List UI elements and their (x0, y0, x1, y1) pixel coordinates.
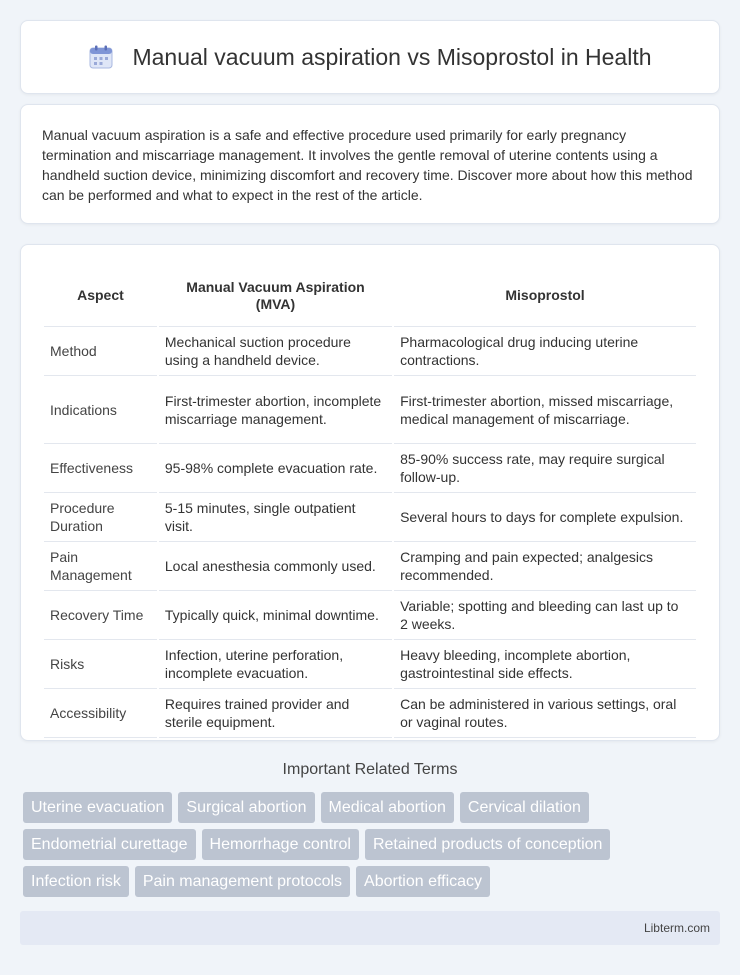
calendar-icon (88, 44, 114, 70)
table-row (44, 376, 696, 444)
row-aspect: Effectiveness (44, 444, 157, 493)
header-mva: Manual Vacuum Aspiration (MVA) (159, 265, 392, 327)
row-aspect: Indications (44, 376, 157, 444)
row-mva: First-trimester abortion, incomplete miscarriage management. (159, 376, 392, 444)
header-card (20, 20, 720, 94)
comparison-table-card (20, 244, 720, 741)
table-row (44, 640, 696, 689)
row-aspect: Recovery Time (44, 591, 157, 640)
tag-abortion-efficacy[interactable]: Abortion efficacy (356, 866, 490, 897)
intro-text: Manual vacuum aspiration is a safe and effective procedure used primarily for early pregnancy termination and miscarriage management. It involves the gentle removal of uterine contents using a handheld suction device, minimizing discomfort and recovery time. Discover more about how this method can be performed and what to expect in the rest of the article. (42, 127, 693, 203)
tag-row (23, 829, 723, 860)
tag-uterine-evacuation[interactable]: Uterine evacuation (23, 792, 172, 823)
row-aspect: Accessibility (44, 689, 157, 738)
tag-row (23, 866, 723, 897)
tag-surgical-abortion[interactable]: Surgical abortion (178, 792, 314, 823)
table-row (44, 542, 696, 591)
row-mva: 5-15 minutes, single outpatient visit. (159, 493, 392, 542)
row-aspect: Risks (44, 640, 157, 689)
intro-card (20, 104, 720, 224)
header-misoprostol: Misoprostol (394, 265, 696, 327)
row-mva: Typically quick, minimal downtime. (159, 591, 392, 640)
table-row (44, 493, 696, 542)
row-misoprostol: First-trimester abortion, missed miscarriage, medical management of miscarriage. (394, 376, 696, 444)
row-aspect: Pain Management (44, 542, 157, 591)
row-mva: 95-98% complete evacuation rate. (159, 444, 392, 493)
comparison-table (42, 265, 698, 738)
row-misoprostol: Can be administered in various settings, oral or vaginal routes. (394, 689, 696, 738)
table-row (44, 327, 696, 376)
tag-endometrial-curettage[interactable]: Endometrial curettage (23, 829, 196, 860)
row-mva: Mechanical suction procedure using a handheld device. (159, 327, 392, 376)
table-row (44, 444, 696, 493)
tag-pain-management-protocols[interactable]: Pain management protocols (135, 866, 350, 897)
row-mva: Requires trained provider and sterile equipment. (159, 689, 392, 738)
row-misoprostol: Several hours to days for complete expulsion. (394, 493, 696, 542)
header-aspect: Aspect (44, 265, 157, 327)
tag-hemorrhage-control[interactable]: Hemorrhage control (202, 829, 359, 860)
row-mva: Local anesthesia commonly used. (159, 542, 392, 591)
tag-medical-abortion[interactable]: Medical abortion (321, 792, 454, 823)
title-wrap (88, 44, 651, 71)
page-title: Manual vacuum aspiration vs Misoprostol in Health (132, 43, 652, 70)
row-misoprostol: Heavy bleeding, incomplete abortion, gastrointestinal side effects. (394, 640, 696, 689)
tag-retained-products[interactable]: Retained products of conception (365, 829, 610, 860)
table-row (44, 591, 696, 640)
table-header-row (44, 265, 696, 327)
row-misoprostol: Cramping and pain expected; analgesics recommended. (394, 542, 696, 591)
row-aspect: Procedure Duration (44, 493, 157, 542)
row-misoprostol: 85-90% success rate, may require surgical follow-up. (394, 444, 696, 493)
row-mva: Infection, uterine perforation, incomplete evacuation. (159, 640, 392, 689)
related-terms-title: Important Related Terms (282, 761, 458, 778)
row-misoprostol: Pharmacological drug inducing uterine contractions. (394, 327, 696, 376)
tag-infection-risk[interactable]: Infection risk (23, 866, 129, 897)
row-aspect: Method (44, 327, 157, 376)
table-row (44, 689, 696, 738)
row-misoprostol: Variable; spotting and bleeding can last up to 2 weeks. (394, 591, 696, 640)
tag-row (23, 792, 723, 823)
related-terms-tags (23, 792, 723, 903)
footer-brand-link[interactable]: Libterm.com (643, 921, 710, 935)
tag-cervical-dilation[interactable]: Cervical dilation (460, 792, 589, 823)
footer (20, 911, 720, 945)
